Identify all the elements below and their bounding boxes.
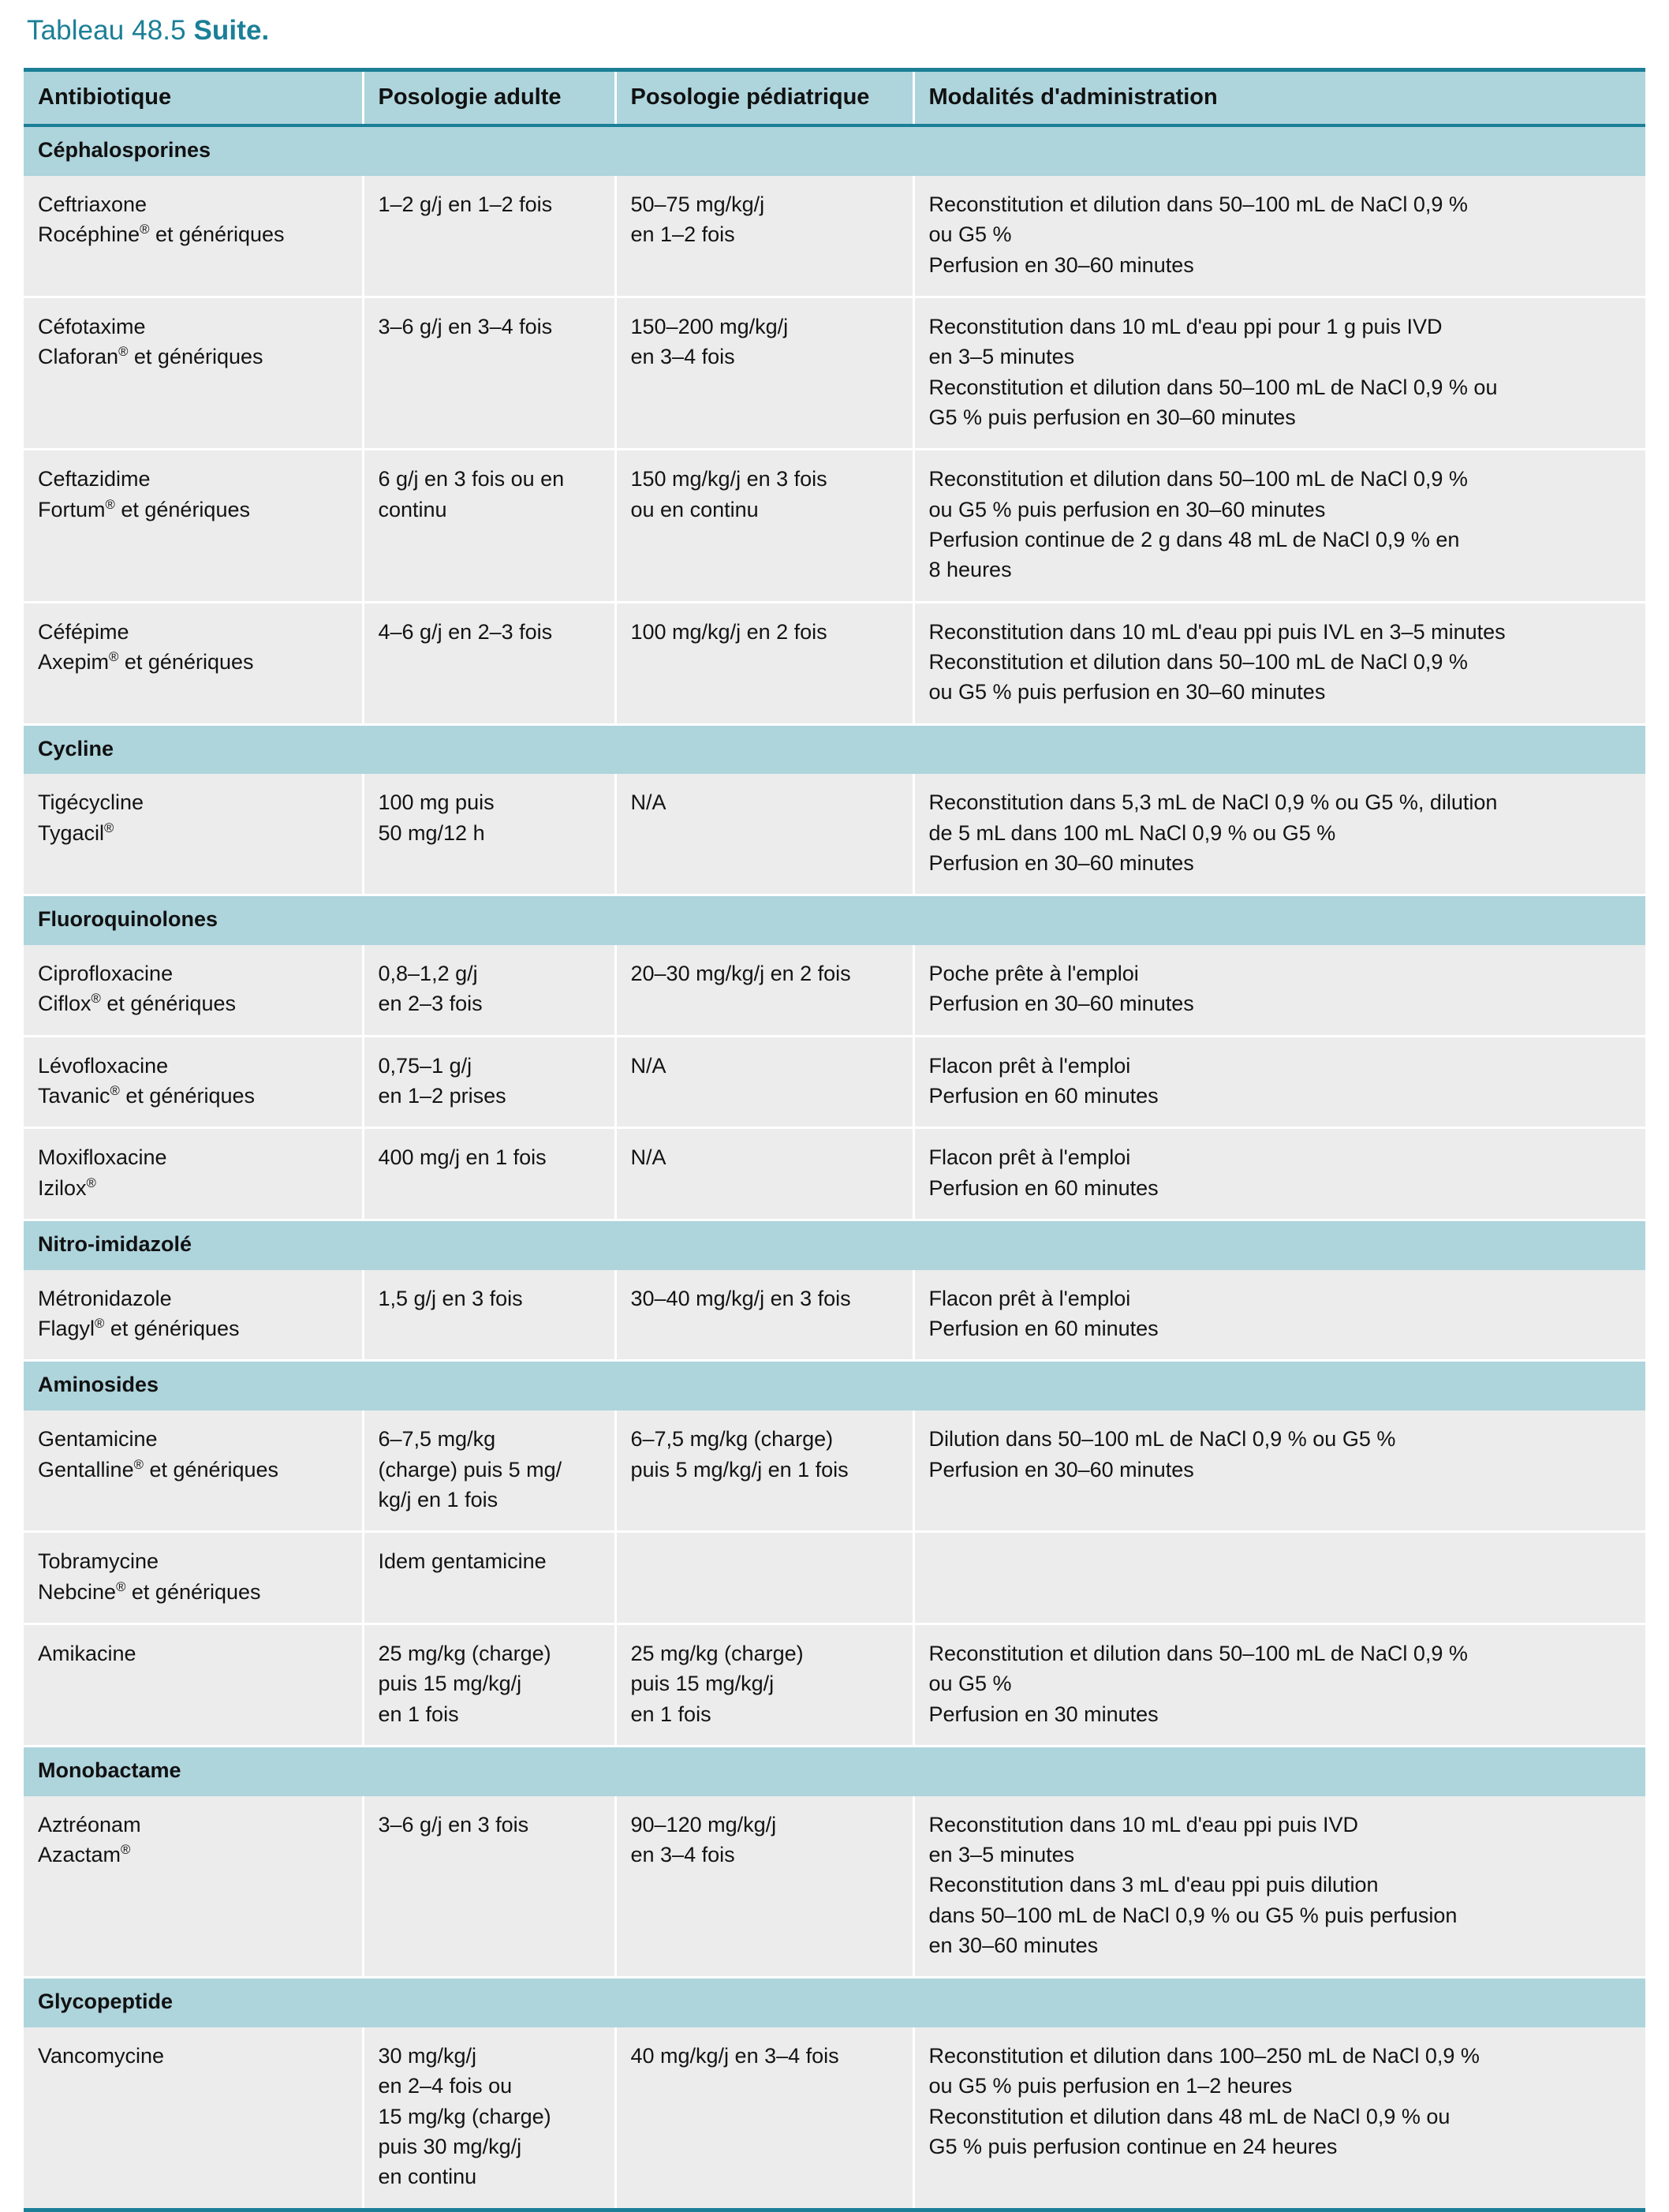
table-row [24, 450, 1645, 602]
antibiotic-posology-table [24, 68, 1645, 2212]
cell-line: Reconstitution et dilution dans 50–100 mL de NaCl 0,9 % [928, 192, 1468, 216]
cell-line: Perfusion en 60 minutes [928, 1175, 1159, 1200]
cell-antibiotique [24, 2027, 363, 2210]
cell-line: 0,8–1,2 g/j [378, 962, 478, 986]
cell-posologie-pediatrique [615, 1128, 913, 1220]
cell-posologie-pediatrique [615, 945, 913, 1036]
cell-line: N/A [630, 1145, 666, 1170]
header-row [24, 70, 1645, 126]
cell-posologie-adulte [363, 1624, 615, 1746]
cell-posologie-adulte [363, 450, 615, 602]
cell-line: (charge) puis 5 mg/ [378, 1457, 562, 1482]
cell-line: Reconstitution dans 5,3 mL de NaCl 0,9 % ou G5 %, dilution [928, 790, 1498, 815]
registered-trademark-icon: ® [118, 344, 129, 360]
cell-modalites [913, 945, 1645, 1036]
cell-line: Perfusion en 60 minutes [928, 1317, 1159, 1341]
section-header-row [24, 895, 1645, 945]
cell-posologie-adulte [363, 1532, 615, 1624]
cell-line: en 1–2 prises [378, 1084, 506, 1108]
cell-line: en 1 fois [378, 1702, 459, 1726]
cell-line: Claforan® et génériques [38, 344, 263, 369]
cell-line: en 30–60 minutes [928, 1933, 1099, 1957]
cell-modalites [913, 1128, 1645, 1220]
cell-line: Perfusion continue de 2 g dans 48 mL de NaCl 0,9 % en [928, 527, 1460, 551]
cell-line: 3–6 g/j en 3–4 fois [378, 314, 553, 338]
cell-antibiotique [24, 450, 363, 602]
cell-line: N/A [630, 790, 666, 815]
cell-line: de 5 mL dans 100 mL NaCl 0,9 % ou G5 % [928, 820, 1336, 845]
cell-line: Reconstitution et dilution dans 100–250 mL de NaCl 0,9 % [928, 2043, 1480, 2068]
cell-posologie-pediatrique [615, 1036, 913, 1128]
cell-antibiotique [24, 297, 363, 449]
cell-posologie-adulte [363, 1411, 615, 1531]
cell-line: Perfusion en 30–60 minutes [928, 851, 1194, 875]
column-header-modalites-administration: Modalités d'administration [913, 70, 1645, 126]
cell-line: Tygacil® [38, 820, 114, 845]
cell-modalites [913, 1036, 1645, 1128]
cell-line: Céfépime [38, 619, 129, 644]
registered-trademark-icon: ® [121, 1841, 131, 1857]
section-title: Monobactame [24, 1746, 1645, 1795]
registered-trademark-icon: ® [133, 1456, 144, 1472]
cell-line: Azactam® [38, 1841, 131, 1866]
table-row [24, 1796, 1645, 1978]
cell-line: Fortum® et génériques [38, 496, 250, 521]
cell-line: 150 mg/kg/j en 3 fois [630, 467, 827, 491]
cell-antibiotique [24, 176, 363, 297]
cell-line: en 3–5 minutes [928, 345, 1075, 369]
cell-posologie-pediatrique [615, 450, 913, 602]
cell-line: Métronidazole [38, 1286, 172, 1310]
cell-posologie-adulte [363, 774, 615, 895]
cell-line: 6–7,5 mg/kg (charge) [630, 1427, 834, 1452]
cell-line: puis 5 mg/kg/j en 1 fois [630, 1457, 849, 1482]
cell-line: Reconstitution et dilution dans 50–100 mL de NaCl 0,9 % ou [928, 375, 1498, 399]
cell-line: Vancomycine [38, 2043, 165, 2068]
cell-posologie-adulte [363, 945, 615, 1036]
cell-line: Tigécycline [38, 790, 144, 815]
cell-line: 0,75–1 g/j [378, 1053, 472, 1078]
cell-line: Perfusion en 30–60 minutes [928, 1457, 1194, 1482]
cell-line: Reconstitution et dilution dans 50–100 mL de NaCl 0,9 % [928, 649, 1468, 674]
cell-line: Rocéphine® et génériques [38, 222, 285, 247]
registered-trademark-icon: ® [95, 1316, 105, 1332]
registered-trademark-icon: ® [140, 222, 150, 237]
table-row [24, 602, 1645, 724]
section-header-row [24, 125, 1645, 176]
cell-modalites [913, 176, 1645, 297]
cell-modalites [913, 1796, 1645, 1978]
table-row [24, 945, 1645, 1036]
cell-line: 100 mg/kg/j en 2 fois [630, 619, 827, 644]
column-header-posologie-adulte: Posologie adulte [363, 70, 615, 126]
cell-antibiotique [24, 1411, 363, 1531]
registered-trademark-icon: ® [86, 1175, 96, 1190]
cell-line: puis 30 mg/kg/j [378, 2134, 522, 2158]
cell-line: dans 50–100 mL de NaCl 0,9 % ou G5 % puis perfusion [928, 1903, 1458, 1927]
cell-posologie-adulte [363, 1796, 615, 1978]
cell-line: 4–6 g/j en 2–3 fois [378, 619, 553, 644]
cell-line: 50–75 mg/kg/j [630, 192, 765, 216]
cell-line: 1–2 g/j en 1–2 fois [378, 192, 553, 216]
cell-line: 150–200 mg/kg/j [630, 314, 789, 338]
cell-line: Reconstitution dans 10 mL d'eau ppi pour 1 g puis IVD [928, 314, 1443, 338]
cell-line: en 3–4 fois [630, 345, 735, 369]
cell-line: 30 mg/kg/j [378, 2043, 477, 2068]
table-row [24, 1411, 1645, 1531]
cell-posologie-adulte [363, 1270, 615, 1361]
cell-modalites [913, 450, 1645, 602]
cell-antibiotique [24, 1796, 363, 1978]
cell-line: Reconstitution dans 10 mL d'eau ppi puis IVD [928, 1812, 1358, 1836]
cell-line: ou G5 % [928, 222, 1012, 247]
cell-line: Ciprofloxacine [38, 962, 174, 986]
section-title: Glycopeptide [24, 1978, 1645, 2027]
cell-line: Ceftazidime [38, 467, 151, 491]
cell-line: Céfotaxime [38, 314, 146, 338]
table-body [24, 125, 1645, 2210]
cell-line: Perfusion en 30–60 minutes [928, 252, 1194, 277]
cell-line: 90–120 mg/kg/j [630, 1812, 777, 1836]
table-row [24, 1270, 1645, 1361]
cell-line: Axepim® et génériques [38, 648, 254, 674]
table-row [24, 297, 1645, 449]
cell-posologie-adulte [363, 176, 615, 297]
cell-line: Tobramycine [38, 1549, 159, 1574]
cell-line: 20–30 mg/kg/j en 2 fois [630, 962, 851, 986]
cell-line: 40 mg/kg/j en 3–4 fois [630, 2043, 839, 2068]
cell-posologie-pediatrique [615, 2027, 913, 2210]
cell-line: Reconstitution et dilution dans 50–100 mL de NaCl 0,9 % [928, 467, 1468, 491]
cell-line: Nebcine® et génériques [38, 1579, 261, 1604]
table-row [24, 2027, 1645, 2210]
cell-antibiotique [24, 1270, 363, 1361]
cell-line: Izilox® [38, 1175, 96, 1200]
registered-trademark-icon: ® [109, 648, 119, 664]
section-title: Nitro-imidazolé [24, 1220, 1645, 1270]
cell-line: 15 mg/kg (charge) [378, 2104, 551, 2128]
cell-line: Idem gentamicine [378, 1549, 547, 1574]
cell-posologie-pediatrique [615, 774, 913, 895]
table-number-label: Tableau 48.5 [27, 15, 186, 46]
section-header-row [24, 1978, 1645, 2027]
cell-modalites [913, 2027, 1645, 2210]
cell-line: Reconstitution et dilution dans 48 mL de NaCl 0,9 % ou [928, 2104, 1451, 2128]
cell-line: Perfusion en 30–60 minutes [928, 992, 1194, 1016]
cell-line: 1,5 g/j en 3 fois [378, 1286, 523, 1310]
cell-line: kg/j en 1 fois [378, 1487, 498, 1511]
cell-line: 8 heures [928, 558, 1012, 582]
cell-posologie-adulte [363, 1036, 615, 1128]
registered-trademark-icon: ® [105, 496, 115, 512]
cell-antibiotique [24, 1624, 363, 1746]
table-row [24, 1128, 1645, 1220]
cell-posologie-pediatrique [615, 1624, 913, 1746]
cell-modalites [913, 1270, 1645, 1361]
cell-line: en 3–5 minutes [928, 1842, 1075, 1866]
registered-trademark-icon: ® [110, 1083, 120, 1099]
table-row [24, 1532, 1645, 1624]
cell-line: Gentalline® et génériques [38, 1456, 279, 1482]
cell-line: Ceftriaxone [38, 192, 147, 216]
cell-line: 6 g/j en 3 fois ou en [378, 467, 565, 491]
cell-posologie-adulte [363, 297, 615, 449]
section-title: Céphalosporines [24, 125, 1645, 176]
cell-line: N/A [630, 1053, 666, 1078]
cell-antibiotique [24, 1036, 363, 1128]
cell-antibiotique [24, 1128, 363, 1220]
cell-posologie-adulte [363, 1128, 615, 1220]
cell-line: Tavanic® et génériques [38, 1083, 256, 1108]
section-header-row [24, 1746, 1645, 1795]
cell-modalites [913, 1411, 1645, 1531]
registered-trademark-icon: ® [116, 1579, 126, 1594]
cell-line: 400 mg/j en 1 fois [378, 1145, 547, 1170]
cell-posologie-pediatrique [615, 1796, 913, 1978]
cell-posologie-pediatrique [615, 1411, 913, 1531]
page-title [27, 14, 1645, 47]
cell-antibiotique [24, 602, 363, 724]
cell-posologie-adulte [363, 602, 615, 724]
cell-antibiotique [24, 945, 363, 1036]
cell-line: ou en continu [630, 497, 759, 521]
cell-posologie-pediatrique [615, 1270, 913, 1361]
cell-line: G5 % puis perfusion continue en 24 heures [928, 2134, 1338, 2158]
cell-line: Dilution dans 50–100 mL de NaCl 0,9 % ou G5 % [928, 1427, 1396, 1452]
cell-posologie-pediatrique [615, 1532, 913, 1624]
cell-modalites [913, 1532, 1645, 1624]
section-title: Aminosides [24, 1361, 1645, 1411]
table-row [24, 1624, 1645, 1746]
cell-line: Reconstitution et dilution dans 50–100 mL de NaCl 0,9 % [928, 1641, 1468, 1665]
cell-line: Poche prête à l'emploi [928, 962, 1139, 986]
table-row [24, 1036, 1645, 1128]
cell-line: ou G5 % puis perfusion en 30–60 minutes [928, 497, 1326, 521]
cell-line: puis 15 mg/kg/j [630, 1672, 775, 1696]
section-header-row [24, 724, 1645, 774]
cell-posologie-pediatrique [615, 297, 913, 449]
cell-posologie-adulte [363, 2027, 615, 2210]
cell-line: Amikacine [38, 1641, 136, 1665]
cell-modalites [913, 774, 1645, 895]
cell-line: Aztréonam [38, 1812, 141, 1836]
section-title: Cycline [24, 724, 1645, 774]
cell-modalites [913, 602, 1645, 724]
cell-modalites [913, 297, 1645, 449]
cell-line: 6–7,5 mg/kg [378, 1427, 496, 1452]
cell-line: Reconstitution dans 3 mL d'eau ppi puis dilution [928, 1873, 1379, 1897]
cell-posologie-pediatrique [615, 176, 913, 297]
cell-antibiotique [24, 1532, 363, 1624]
section-header-row [24, 1361, 1645, 1411]
cell-line: Lévofloxacine [38, 1053, 169, 1078]
cell-line: 50 mg/12 h [378, 820, 485, 845]
registered-trademark-icon: ® [104, 820, 114, 835]
cell-line: 25 mg/kg (charge) [630, 1641, 804, 1665]
table-row [24, 774, 1645, 895]
section-header-row [24, 1220, 1645, 1270]
cell-line: 100 mg puis [378, 790, 495, 815]
cell-line: continu [378, 497, 447, 521]
cell-line: 3–6 g/j en 3 fois [378, 1812, 529, 1836]
cell-line: en 2–3 fois [378, 992, 483, 1016]
cell-line: Ciflox® et génériques [38, 991, 236, 1016]
cell-line: 30–40 mg/kg/j en 3 fois [630, 1286, 851, 1310]
cell-line: Moxifloxacine [38, 1145, 167, 1170]
column-header-posologie-pediatrique: Posologie pédiatrique [615, 70, 913, 126]
table-header [24, 70, 1645, 126]
cell-line: en 1 fois [630, 1702, 711, 1726]
cell-line: en 1–2 fois [630, 222, 735, 247]
column-header-antibiotique: Antibiotique [24, 70, 363, 126]
table-continuation-label: Suite. [193, 15, 270, 46]
cell-line: Perfusion en 30 minutes [928, 1702, 1159, 1726]
cell-posologie-pediatrique [615, 602, 913, 724]
registered-trademark-icon: ® [91, 991, 101, 1007]
cell-line: Flacon prêt à l'emploi [928, 1053, 1131, 1078]
cell-line: ou G5 % puis perfusion en 1–2 heures [928, 2074, 1293, 2098]
cell-line: Reconstitution dans 10 mL d'eau ppi puis IVL en 3–5 minutes [928, 619, 1506, 644]
cell-modalites [913, 1624, 1645, 1746]
cell-line: Flagyl® et génériques [38, 1316, 240, 1341]
cell-antibiotique [24, 774, 363, 895]
cell-line: en 3–4 fois [630, 1842, 735, 1866]
cell-line: Perfusion en 60 minutes [928, 1084, 1159, 1108]
cell-line: Flacon prêt à l'emploi [928, 1286, 1131, 1310]
cell-line: ou G5 % puis perfusion en 30–60 minutes [928, 680, 1326, 704]
section-title: Fluoroquinolones [24, 895, 1645, 945]
cell-line: en continu [378, 2165, 477, 2189]
table-row [24, 176, 1645, 297]
cell-line: G5 % puis perfusion en 30–60 minutes [928, 405, 1296, 429]
cell-line: 25 mg/kg (charge) [378, 1641, 551, 1665]
cell-line: puis 15 mg/kg/j [378, 1672, 522, 1696]
cell-line: en 2–4 fois ou [378, 2074, 513, 2098]
cell-line: Gentamicine [38, 1427, 158, 1452]
cell-line: ou G5 % [928, 1672, 1012, 1696]
cell-line: Flacon prêt à l'emploi [928, 1145, 1131, 1170]
